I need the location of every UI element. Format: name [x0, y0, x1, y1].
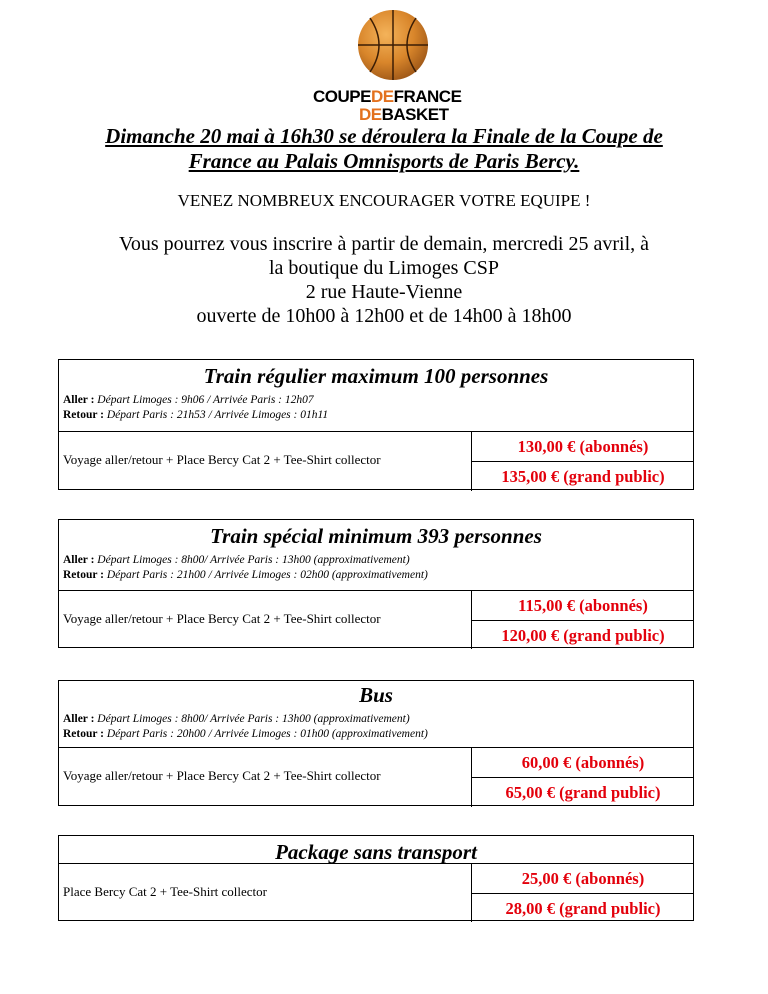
- offer-box-bus: [58, 680, 694, 806]
- basketball-icon: [358, 10, 428, 80]
- schedule-aller: Aller : Départ Limoges : 9h06 / Arrivée Paris : 12h07: [63, 394, 314, 406]
- offer-description: Voyage aller/retour + Place Bercy Cat 2 + Tee-Shirt collector: [63, 611, 381, 626]
- offer-box-train-special: [58, 519, 694, 648]
- price-subscribers: 130,00 € (abonnés): [517, 437, 649, 456]
- offer-row: [59, 431, 693, 492]
- offer-prices: [471, 591, 694, 649]
- offer-row: [59, 863, 693, 923]
- offer-prices: [471, 432, 694, 491]
- offer-title: Package sans transport: [275, 840, 477, 864]
- slogan: VENEZ NOMBREUX ENCOURAGER VOTRE EQUIPE !: [177, 191, 591, 210]
- offer-description: Place Bercy Cat 2 + Tee-Shirt collector: [63, 884, 268, 899]
- offer-box-package: [58, 835, 694, 921]
- schedule-retour: Retour : Départ Paris : 21h53 / Arrivée Limoges : 01h11: [63, 409, 329, 421]
- info-line1: Vous pourrez vous inscrire à partir de demain, mercredi 25 avril, à: [119, 233, 649, 255]
- headline-line1: Dimanche 20 mai à 16h30 se déroulera la Finale de la Coupe de: [105, 124, 663, 148]
- offer-schedule: [59, 553, 693, 583]
- headline: [40, 124, 728, 174]
- price-public: 28,00 € (grand public): [472, 893, 694, 923]
- schedule-retour: Retour : Départ Paris : 21h00 / Arrivée Limoges : 02h00 (approximativement): [63, 569, 428, 581]
- schedule-aller: Aller : Départ Limoges : 8h00/ Arrivée Paris : 13h00 (approximativement): [63, 554, 410, 566]
- headline-line2: France au Palais Omnisports de Paris Bercy.: [188, 149, 580, 173]
- price-subscribers: 25,00 € (abonnés): [521, 869, 645, 888]
- offer-box-train-regulier: [58, 359, 694, 490]
- price-subscribers: 115,00 € (abonnés): [518, 596, 648, 615]
- offer-title: Train régulier maximum 100 personnes: [203, 364, 549, 388]
- logo-text-line1: COUPEDEFRANCE: [313, 87, 462, 106]
- offer-prices: [471, 748, 694, 807]
- price-public: 135,00 € (grand public): [472, 461, 694, 491]
- price-subscribers: 60,00 € (abonnés): [521, 753, 645, 772]
- info-line3: 2 rue Haute-Vienne: [305, 281, 463, 303]
- offer-title: Bus: [359, 683, 393, 707]
- offer-prices: [471, 864, 694, 922]
- info-line4: ouverte de 10h00 à 12h00 et de 14h00 à 18h00: [196, 305, 572, 327]
- offer-description: Voyage aller/retour + Place Bercy Cat 2 + Tee-Shirt collector: [63, 768, 381, 783]
- logo-text-line2: DEBASKET: [359, 105, 449, 124]
- offer-schedule: [59, 393, 693, 423]
- offer-row: [59, 590, 693, 650]
- offer-schedule: [59, 712, 693, 742]
- schedule-aller: Aller : Départ Limoges : 8h00/ Arrivée Paris : 13h00 (approximativement): [63, 713, 410, 725]
- offer-title: Train spécial minimum 393 personnes: [210, 524, 542, 548]
- info-line2: la boutique du Limoges CSP: [269, 257, 499, 279]
- coupe-de-france-logo: [300, 10, 480, 122]
- price-public: 65,00 € (grand public): [472, 777, 694, 807]
- schedule-retour: Retour : Départ Paris : 20h00 / Arrivée Limoges : 01h00 (approximativement): [63, 728, 428, 740]
- price-public: 120,00 € (grand public): [472, 620, 694, 650]
- registration-info: [40, 232, 728, 328]
- offer-row: [59, 747, 693, 808]
- offer-description: Voyage aller/retour + Place Bercy Cat 2 + Tee-Shirt collector: [63, 452, 381, 467]
